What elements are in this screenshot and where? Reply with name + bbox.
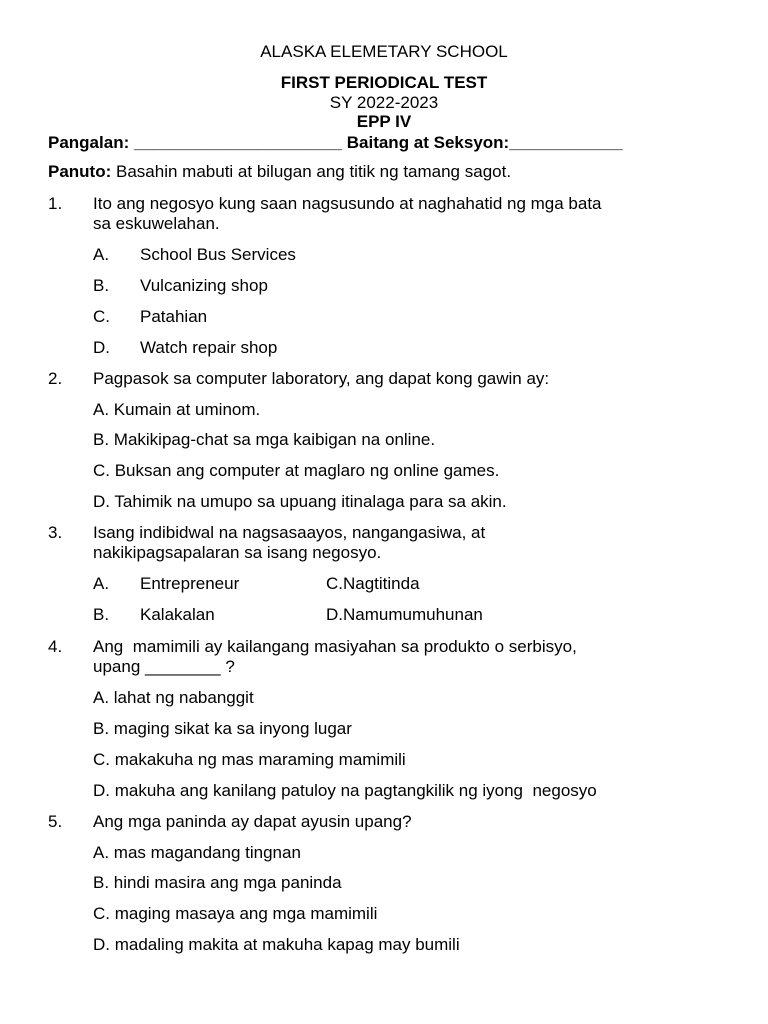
question-number: 1. [48, 194, 63, 213]
option-text: A. mas magandang tingnan [93, 843, 301, 862]
option-text: Kalakalan [140, 605, 215, 624]
question-number: 4. [48, 637, 63, 656]
grade-blank: ____________ [509, 133, 623, 152]
question-text: Pagpasok sa computer laboratory, ang dapat kong gawin ay: [93, 369, 550, 388]
name-line [48, 133, 623, 153]
option-letter: A. [93, 574, 110, 593]
option-letter: C. [93, 307, 110, 326]
question-text: upang ________ ? [93, 657, 235, 676]
option-text: C. Buksan ang computer at maglaro ng online games. [93, 461, 500, 480]
option-text: D. madaling makita at makuha kapag may bumili [93, 935, 460, 954]
question-number: 5. [48, 812, 63, 831]
option-text: D.Namumumuhunan [326, 605, 483, 624]
option-letter: B. [93, 605, 110, 624]
name-blank: ______________________ [133, 133, 342, 152]
option-text: C. maging masaya ang mga mamimili [93, 904, 378, 923]
name-label: Pangalan: [48, 133, 130, 152]
question-number: 3. [48, 523, 63, 542]
question-text: nakikipagsapalaran sa isang negosyo. [93, 543, 382, 562]
test-title: FIRST PERIODICAL TEST [280, 73, 488, 92]
option-text: D. Tahimik na umupo sa upuang itinalaga para sa akin. [93, 492, 507, 511]
subject: EPP IV [356, 112, 412, 131]
question-text: Ang mga paninda ay dapat ayusin upang? [93, 812, 412, 831]
option-text: Vulcanizing shop [140, 276, 268, 295]
question-number: 2. [48, 369, 63, 388]
question-text: Ito ang negosyo kung saan nagsusundo at naghahatid ng mga bata [93, 194, 602, 213]
school-name: ALASKA ELEMETARY SCHOOL [260, 42, 508, 61]
school-year: SY 2022-2023 [329, 93, 439, 112]
option-letter: B. [93, 276, 110, 295]
option-text: B. hindi masira ang mga paninda [93, 873, 342, 892]
option-text: B. maging sikat ka sa inyong lugar [93, 719, 352, 738]
option-text: D. makuha ang kanilang patuloy na pagtangkilik ng iyong negosyo [93, 781, 597, 800]
instructions-text: Basahin mabuti at bilugan ang titik ng tamang sagot. [116, 162, 512, 181]
option-text: B. Makikipag-chat sa mga kaibigan na online. [93, 430, 436, 449]
instructions [48, 162, 511, 182]
question-text: Isang indibidwal na nagsasaayos, nangangasiwa, at [93, 523, 486, 542]
option-text: C.Nagtitinda [326, 574, 420, 593]
grade-label: Baitang at Seksyon: [346, 133, 510, 152]
option-letter: A. [93, 245, 110, 264]
option-text: Entrepreneur [140, 574, 240, 593]
option-text: C. makakuha ng mas maraming mamimili [93, 750, 406, 769]
question-text: sa eskuwelahan. [93, 214, 220, 233]
option-text: Watch repair shop [140, 338, 278, 357]
option-text: School Bus Services [140, 245, 296, 264]
option-text: A. Kumain at uminom. [93, 400, 261, 419]
instructions-label: Panuto: [48, 162, 112, 181]
question-text: Ang mamimili ay kailangang masiyahan sa produkto o serbisyo, [93, 637, 577, 656]
option-text: Patahian [140, 307, 208, 326]
option-text: A. lahat ng nabanggit [93, 688, 254, 707]
option-letter: D. [93, 338, 110, 357]
